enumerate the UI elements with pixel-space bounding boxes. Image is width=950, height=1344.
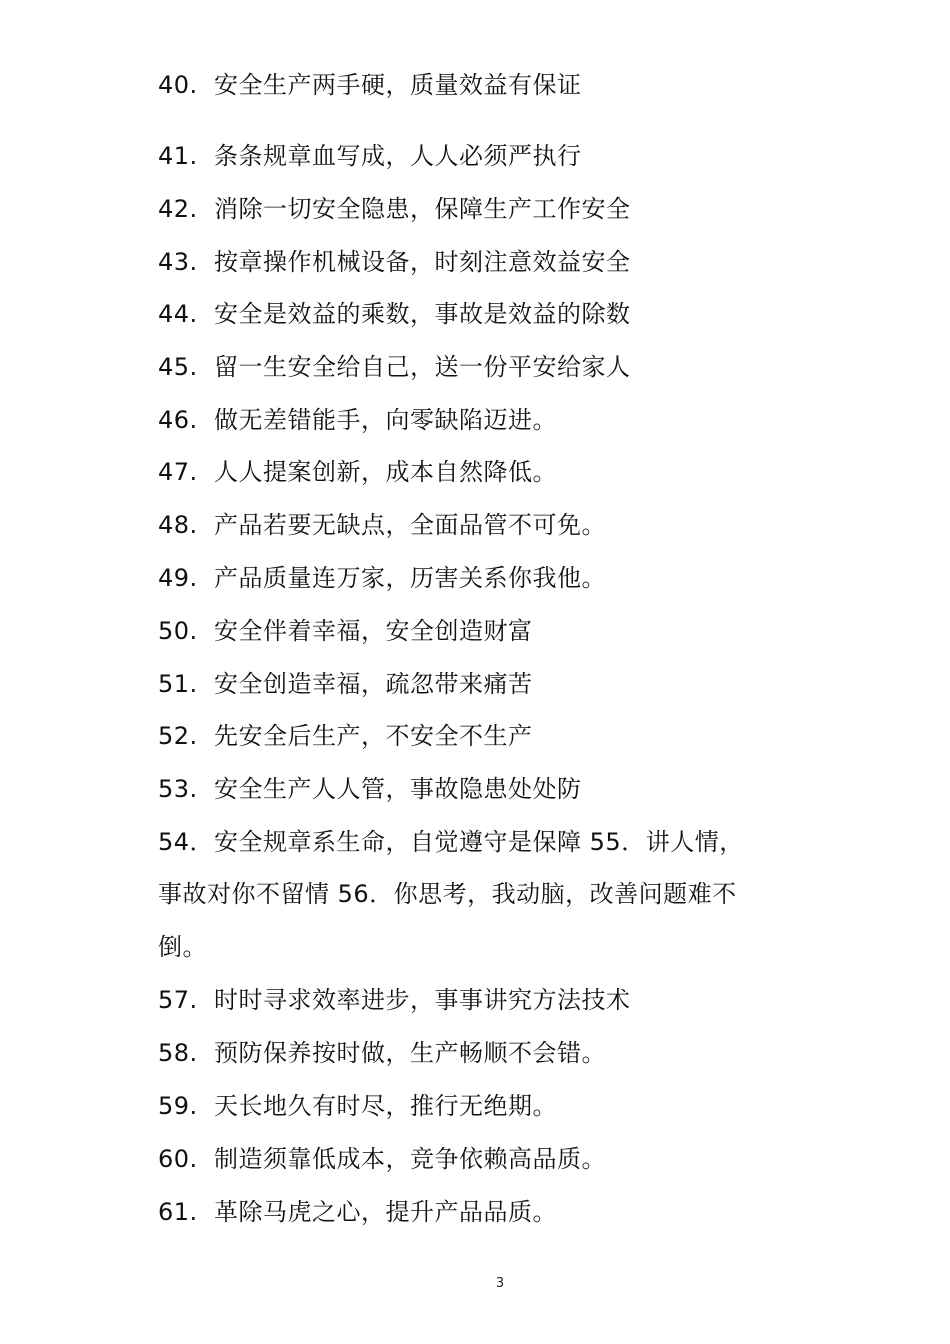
paragraph-line: 54．安全规章系生命，自觉遵守是保障 55．讲人情， <box>158 828 744 856</box>
list-item <box>158 985 798 1015</box>
item-text: 革除马虎之心，提升产品品质。 <box>214 1198 557 1226</box>
item-text: 产品若要无缺点，全面品管不可免。 <box>214 511 606 539</box>
list-item <box>158 457 798 487</box>
list-item <box>158 247 798 277</box>
item-number: 61. <box>158 1198 198 1226</box>
item-number: 48. <box>158 511 198 539</box>
list-item <box>158 669 798 699</box>
item-number: 44. <box>158 300 198 328</box>
list-item <box>158 141 798 171</box>
item-number: 58. <box>158 1039 198 1067</box>
item-number: 47. <box>158 458 198 486</box>
paragraph-line: 事故对你不留情 56．你思考，我动脑，改善问题难不 <box>158 880 737 908</box>
paragraph-line: 倒。 <box>158 933 207 961</box>
item-text: 安全生产两手硬，质量效益有保证 <box>214 71 582 99</box>
list-item <box>158 352 798 382</box>
list-item <box>158 510 798 540</box>
page-number: 3 <box>495 1276 505 1291</box>
item-number: 53. <box>158 775 198 803</box>
item-text: 安全是效益的乘数，事故是效益的除数 <box>214 300 631 328</box>
item-text: 时时寻求效率进步，事事讲究方法技术 <box>214 986 631 1014</box>
list-item <box>158 1038 798 1068</box>
item-number: 57. <box>158 986 198 1014</box>
item-text: 安全生产人人管，事故隐患处处防 <box>214 775 582 803</box>
item-text: 安全伴着幸福，安全创造财富 <box>214 617 533 645</box>
list-item <box>158 194 798 224</box>
item-text: 消除一切安全隐患，保障生产工作安全 <box>214 195 631 223</box>
item-text: 条条规章血写成，人人必须严执行 <box>214 142 582 170</box>
list-item <box>158 616 798 646</box>
item-number: 46. <box>158 406 198 434</box>
list-item <box>158 721 798 751</box>
item-text: 人人提案创新，成本自然降低。 <box>214 458 557 486</box>
item-text: 安全创造幸福，疏忽带来痛苦 <box>214 670 533 698</box>
list-item <box>158 774 798 804</box>
item-number: 45. <box>158 353 198 381</box>
item-number: 49. <box>158 564 198 592</box>
item-number: 43. <box>158 248 198 276</box>
item-text: 留一生安全给自己，送一份平安给家人 <box>214 353 631 381</box>
list-item <box>158 70 798 100</box>
item-number: 52. <box>158 722 198 750</box>
item-number: 60. <box>158 1145 198 1173</box>
item-number: 59. <box>158 1092 198 1120</box>
item-number: 40. <box>158 71 198 99</box>
list-item <box>158 1144 798 1174</box>
item-text: 预防保养按时做，生产畅顺不会错。 <box>214 1039 606 1067</box>
item-number: 41. <box>158 142 198 170</box>
item-text: 按章操作机械设备，时刻注意效益安全 <box>214 248 631 276</box>
list-item <box>158 299 798 329</box>
list-item <box>158 1197 798 1227</box>
item-number: 51. <box>158 670 198 698</box>
list-item <box>158 1091 798 1121</box>
item-text: 制造须靠低成本，竞争依赖高品质。 <box>214 1145 606 1173</box>
item-number: 42. <box>158 195 198 223</box>
item-number: 50. <box>158 617 198 645</box>
item-text: 产品质量连万家，历害关系你我他。 <box>214 564 606 592</box>
item-text: 先安全后生产，不安全不生产 <box>214 722 533 750</box>
item-text: 天长地久有时尽，推行无绝期。 <box>214 1092 557 1120</box>
list-item <box>158 405 798 435</box>
item-text: 做无差错能手，向零缺陷迈进。 <box>214 406 557 434</box>
list-item <box>158 563 798 593</box>
